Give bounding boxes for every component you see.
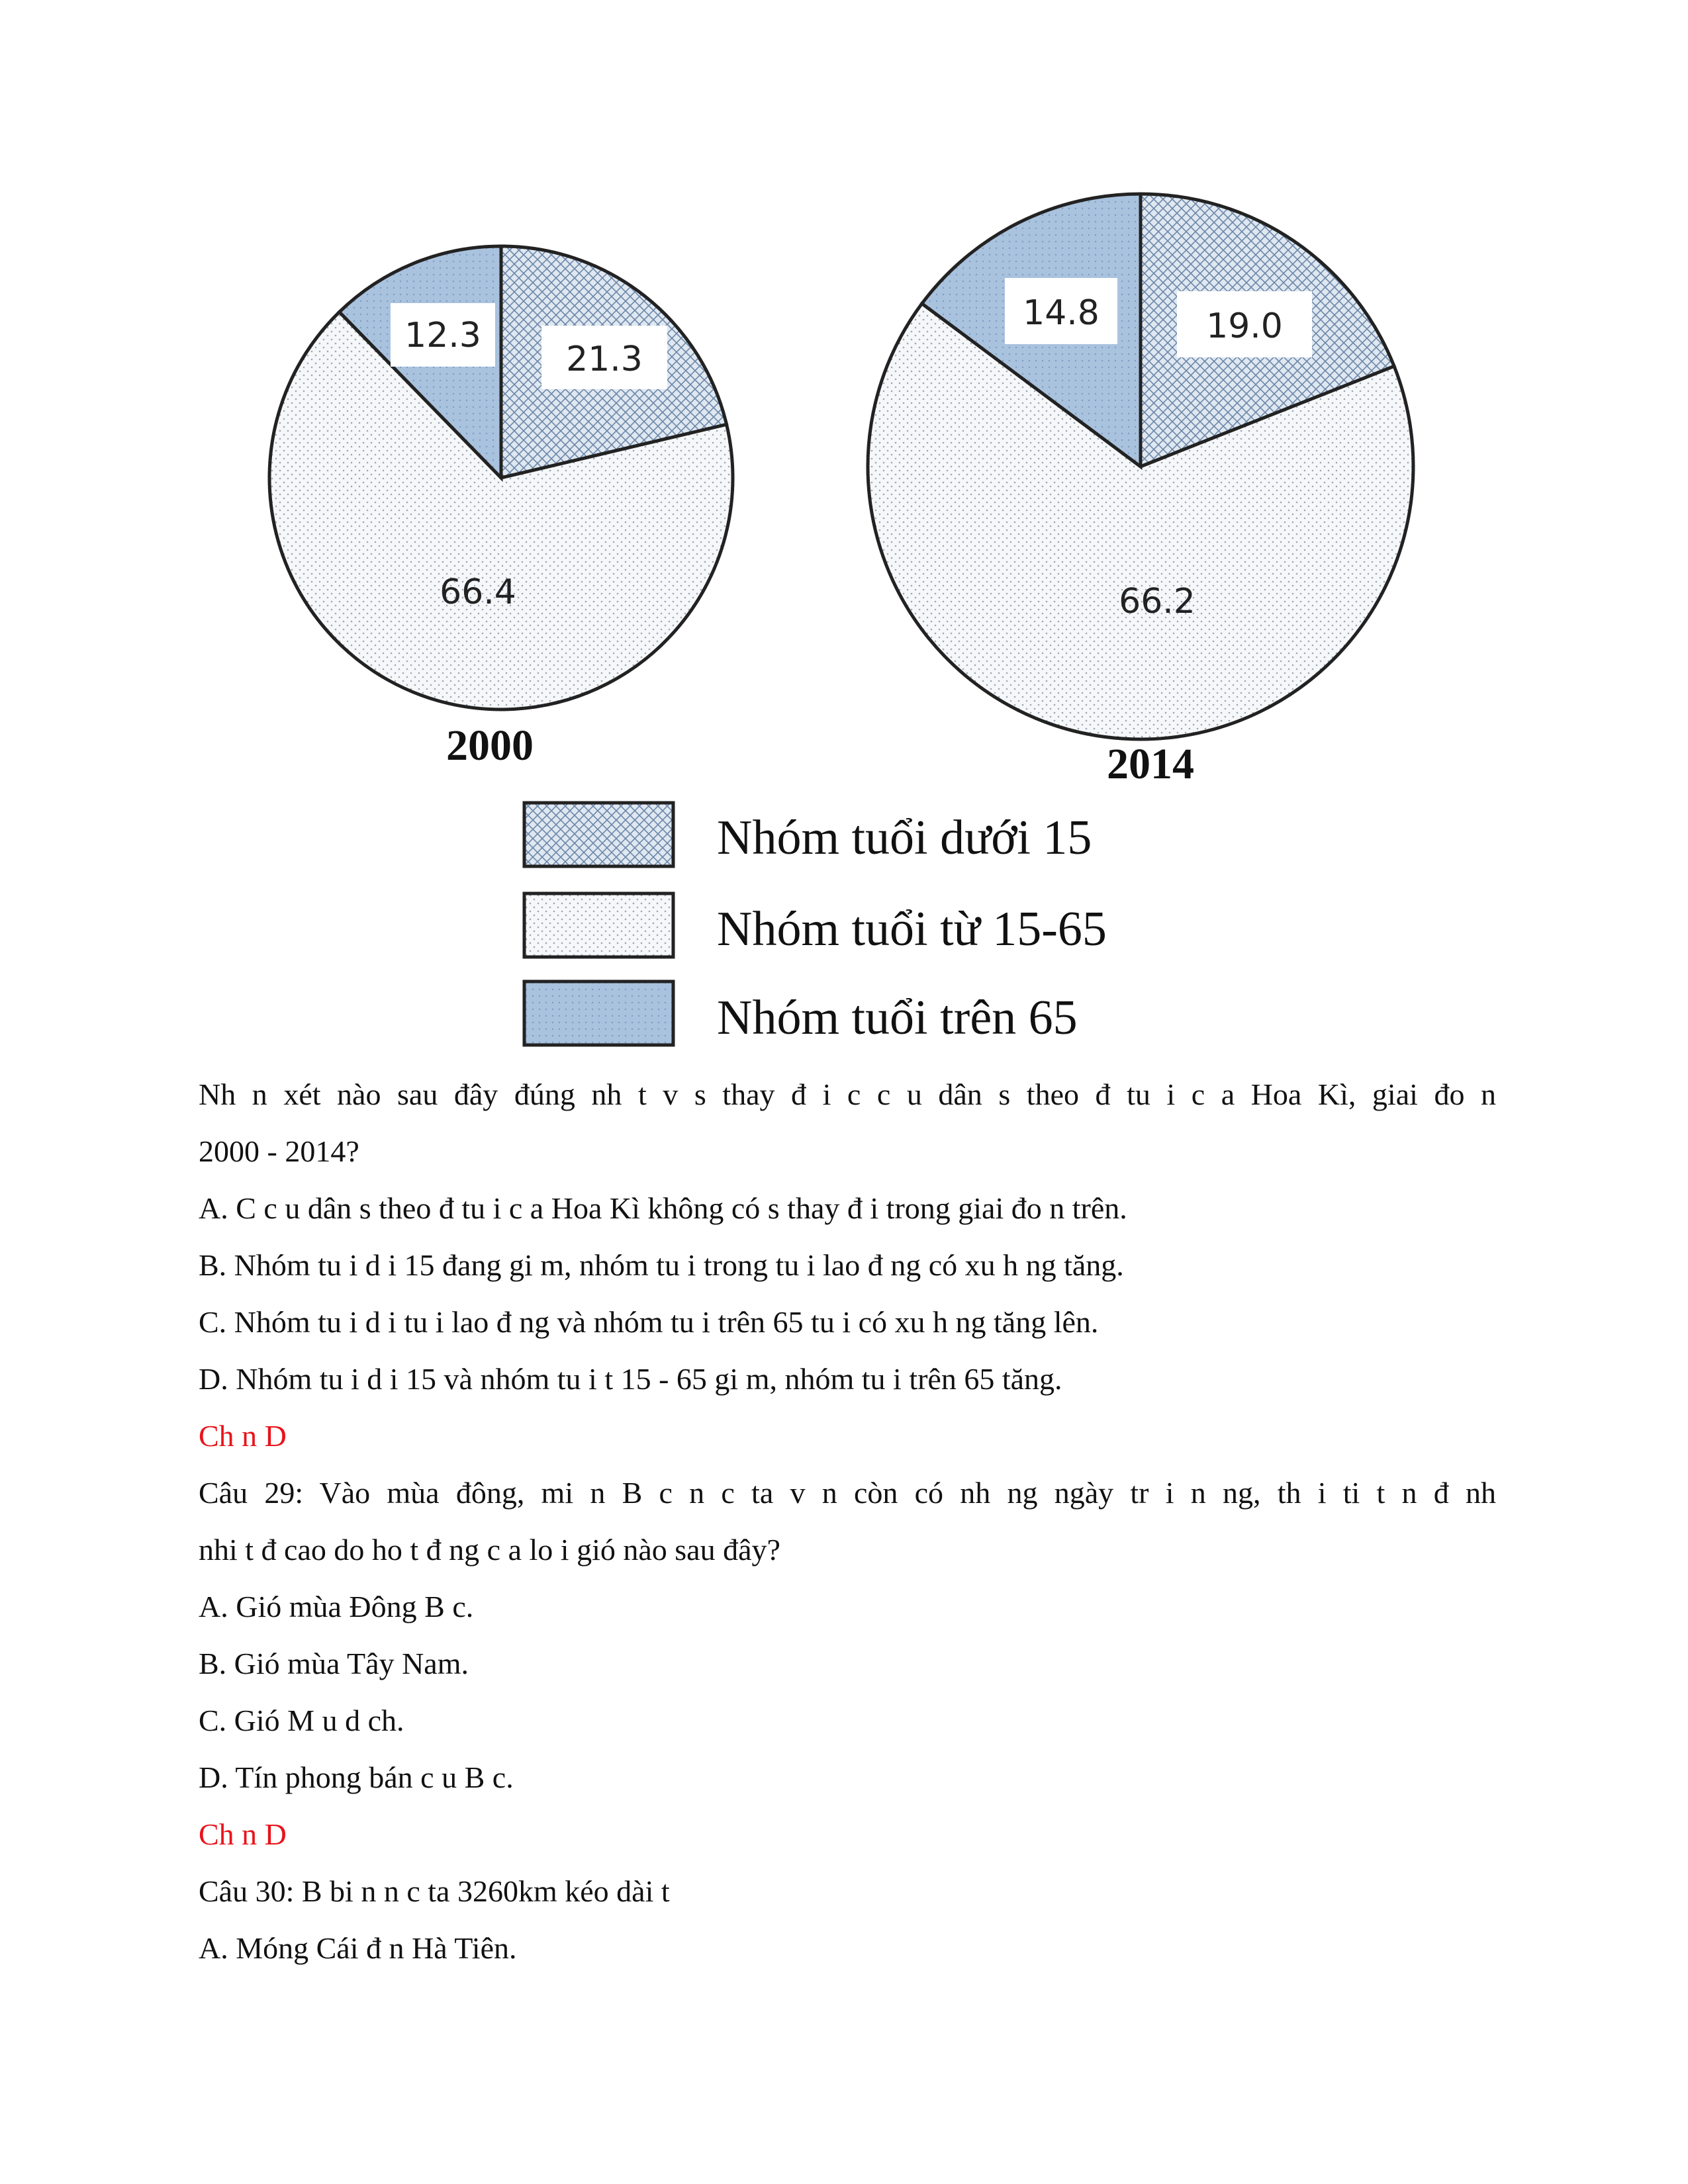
legend-swatch-15-65 (524, 893, 673, 957)
pie-2014-label-15-65: 66.2 (1119, 582, 1196, 621)
legend-label-15-65: Nhóm tuổi từ 15-65 (717, 902, 1107, 956)
legend-label-under-15: Nhóm tuổi dưới 15 (717, 811, 1092, 865)
question-28-answer: Ch n D (199, 1419, 287, 1453)
question-28-option-b: B. Nhóm tu i d i 15 đang gi m, nhóm tu i trong tu i lao đ ng có xu h ng tăng. (199, 1248, 1124, 1282)
question-30-option-a: A. Móng Cái đ n Hà Tiên. (199, 1931, 517, 1965)
question-29-option-a: A. Gió mùa Đông B c. (199, 1590, 474, 1623)
question-28-line-2: 2000 - 2014? (199, 1134, 359, 1168)
question-29-option-d: D. Tín phong bán c u B c. (199, 1760, 514, 1794)
pie-2014 (868, 194, 1413, 788)
question-28-line-1: Nh n xét nào sau đây đúng nh t v s thay đ i c c u dân s theo đ tu i c a Hoa Kì, giai đo n (199, 1077, 1496, 1111)
question-28-option-d: D. Nhóm tu i d i 15 và nhóm tu i t 15 - 65 gi m, nhóm tu i trên 65 tăng. (199, 1362, 1062, 1396)
legend (524, 803, 1107, 1045)
legend-swatch-over-65 (524, 981, 673, 1045)
pie-2014-label-under-15: 19.0 (1206, 306, 1283, 346)
question-29-option-c: C. Gió M u d ch. (199, 1704, 404, 1737)
pie-2000-label-under-15: 21.3 (566, 340, 643, 379)
pie-2014-label-over-65: 14.8 (1023, 293, 1100, 333)
pie-2000 (269, 246, 733, 770)
question-29-line-2: nhi t đ cao do ho t đ ng c a lo i gió nào sau đây? (199, 1533, 780, 1567)
question-28-option-a: A. C c u dân s theo đ tu i c a Hoa Kì không có s thay đ i trong giai đo n trên. (199, 1191, 1127, 1225)
question-29-option-b: B. Gió mùa Tây Nam. (199, 1647, 469, 1680)
question-30-line-1: Câu 30: B bi n n c ta 3260km kéo dài t (199, 1874, 670, 1908)
question-29-answer: Ch n D (199, 1817, 287, 1851)
pie-2000-label-15-65: 66.4 (440, 572, 516, 612)
question-28-option-c: C. Nhóm tu i d i tu i lao đ ng và nhóm tu i trên 65 tu i có xu h ng tăng lên. (199, 1305, 1099, 1339)
question-29-line-1: Câu 29: Vào mùa đông, mi n B c n c ta v n còn có nh ng ngày tr i n ng, th i ti t n đ nh (199, 1476, 1496, 1510)
pie-2000-label-over-65: 12.3 (404, 316, 481, 355)
pie-2000-year-label: 2000 (446, 721, 534, 770)
pie-2014-year-label: 2014 (1107, 740, 1194, 788)
legend-label-over-65: Nhóm tuổi trên 65 (717, 991, 1078, 1045)
pie-charts-figure (0, 0, 1688, 1059)
legend-swatch-under-15 (524, 803, 673, 866)
